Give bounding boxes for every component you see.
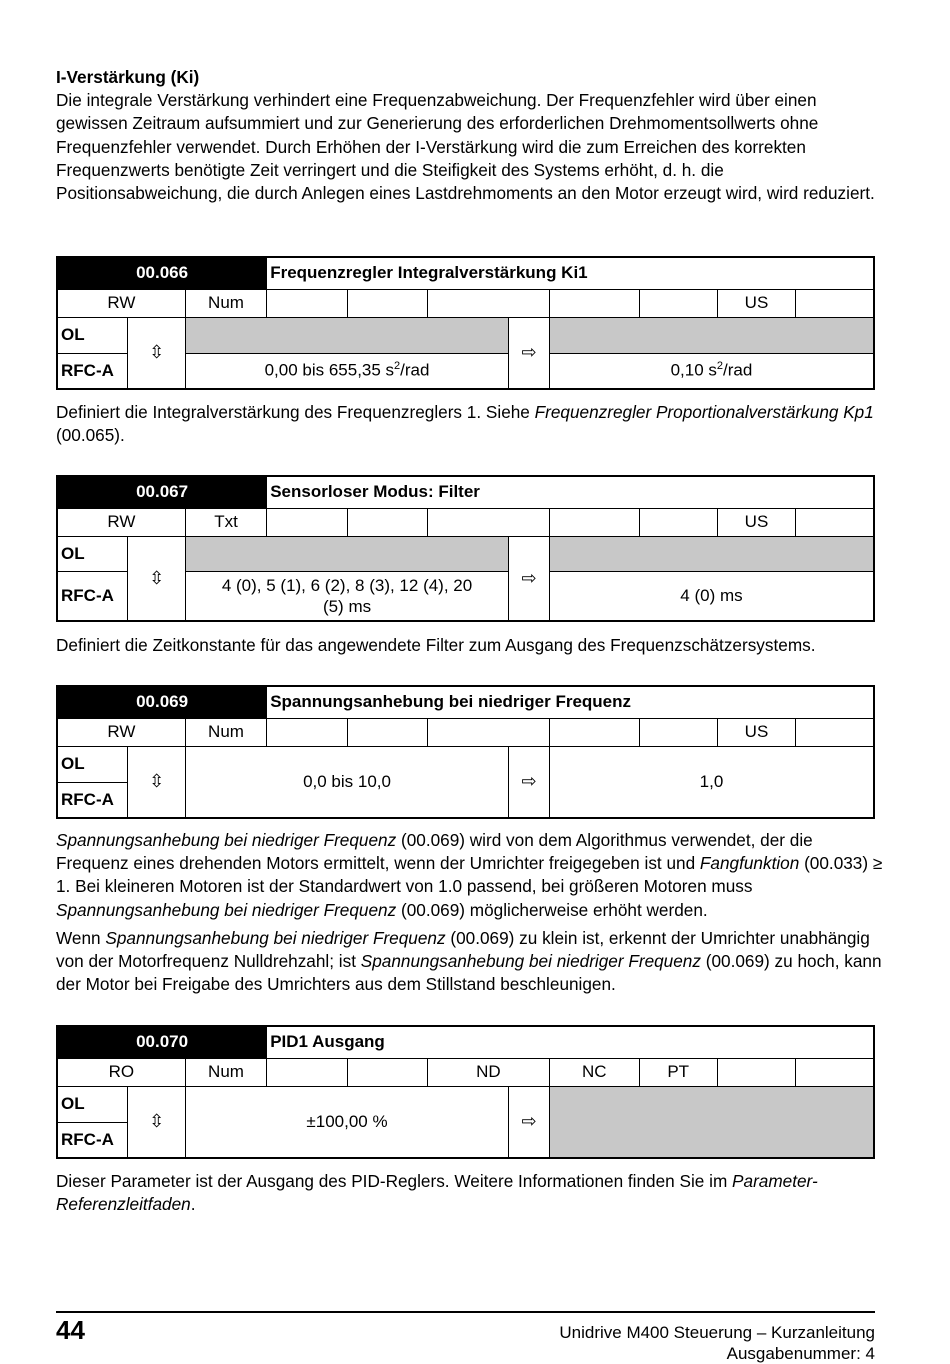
attr-cell [549, 289, 639, 317]
attr-cell [796, 289, 874, 317]
footer-divider [56, 1311, 875, 1313]
issue-number: Ausgabenummer: 4 [726, 1344, 875, 1363]
range-value: 0,00 bis 655,35 $s^2$/rad [185, 353, 508, 389]
page-number: 44 [56, 1315, 85, 1345]
mode-ol-label: OL [57, 536, 128, 571]
attr-cell [639, 718, 717, 746]
attr-cell [267, 508, 347, 536]
up-down-arrow-icon: ⇳ [128, 1086, 185, 1158]
mode-rfca-label: RFC-A [57, 782, 128, 818]
attr-cell: Num [185, 289, 266, 317]
footer-info [559, 1322, 875, 1364]
intro-section [56, 66, 886, 205]
param-name: Frequenzregler Integralverstärkung Ki1 [267, 257, 874, 289]
attr-cell [267, 718, 347, 746]
mode-ol-label: OL [57, 317, 128, 353]
param-id: 00.067 [57, 476, 267, 508]
attr-cell [427, 289, 549, 317]
param-id: 00.070 [57, 1026, 267, 1058]
attr-cell [267, 289, 347, 317]
up-down-arrow-icon: ⇳ [128, 536, 185, 621]
param-id: 00.069 [57, 686, 267, 718]
attr-cell [347, 289, 427, 317]
attr-cell: RW [57, 289, 185, 317]
param-name: Sensorloser Modus: Filter [267, 476, 874, 508]
mode-rfca-label: RFC-A [57, 571, 128, 621]
param-description: Definiert die Zeitkonstante für das angewendete Filter zum Ausgang des Frequenzschätzersystems. [56, 635, 816, 655]
default-value: 1,0 [549, 746, 874, 818]
attr-cell [347, 718, 427, 746]
up-down-arrow-icon: ⇳ [128, 317, 185, 389]
range-gray-cell [185, 536, 508, 571]
attr-cell [639, 289, 717, 317]
intro-text: Die integrale Verstärkung verhindert eine Frequenzabweichung. Der Frequenzfehler wird über einen gewissen Zeitraum aufsummiert und zur Generierung des erforderlichen Drehmomentsollwerts ohne Frequenzfehler verwendet. Durch Erhöhen der I-Verstärkung wird die zum Erreichen des korrekten Frequenzwerts benötigte Zeit verringert und die Steifigkeit des Systems erhöht, d. h. die Positionsabweichung, die durch Anlegen eines Lastdrehmoments an den Motor erzeugt wird, wird reduziert. [56, 90, 875, 204]
attr-cell: Num [185, 718, 266, 746]
section-heading: I-Verstärkung (Ki) [56, 67, 200, 87]
range-gray-cell [185, 317, 508, 353]
attr-cell [267, 1058, 347, 1086]
param-name: PID1 Ausgang [267, 1026, 874, 1058]
attr-cell: Txt [185, 508, 266, 536]
mode-rfca-label: RFC-A [57, 1122, 128, 1158]
document-title: Unidrive M400 Steuerung – Kurzanleitung [559, 1323, 875, 1342]
attr-cell: Num [185, 1058, 266, 1086]
attr-cell [549, 508, 639, 536]
attr-cell: US [717, 508, 795, 536]
range-value: 0,0 bis 10,0 [185, 746, 508, 818]
param-table-00-070 [56, 1025, 875, 1159]
default-gray-cell [549, 1086, 874, 1158]
attr-cell [347, 1058, 427, 1086]
param-description: Definiert die Integralverstärkung des Frequenzreglers 1. Siehe Frequenzregler Proportionalverstärkung Kp1 (00.065). [56, 402, 874, 446]
attr-cell [347, 508, 427, 536]
attr-cell: RW [57, 718, 185, 746]
param-description: Spannungsanhebung bei niedriger Frequenz (00.069) wird von dem Algorithmus verwendet, der die Frequenz eines drehenden Motors ermittelt, wenn der Umrichter freigegeben ist und Fangfunktion (00.033) ≥ 1. Bei kleineren Motoren ist der Standardwert von 1.0 passend, bei größeren Motoren muss Spannungsanhebung bei niedriger Frequenz (00.069) möglicherweise erhöht werden. [56, 830, 883, 920]
attr-cell [427, 508, 549, 536]
attr-cell [639, 508, 717, 536]
right-arrow-icon: ⇨ [509, 536, 550, 621]
right-arrow-icon: ⇨ [509, 1086, 550, 1158]
mode-ol-label: OL [57, 746, 128, 782]
param-table-00-067 [56, 475, 875, 622]
attr-cell: ND [427, 1058, 549, 1086]
attr-cell [427, 718, 549, 746]
param-id: 00.066 [57, 257, 267, 289]
attr-cell: PT [639, 1058, 717, 1086]
param-description: Dieser Parameter ist der Ausgang des PID-Reglers. Weitere Informationen finden Sie im Parameter-Referenzleitfaden. [56, 1171, 818, 1215]
param-description: Wenn Spannungsanhebung bei niedriger Frequenz (00.069) zu klein ist, erkennt der Umrichter unabhängig von der Motorfrequenz Nulldrehzahl; ist Spannungsanhebung bei niedriger Frequenz (00.069) zu hoch, kann der Motor bei Freigabe des Umrichters aus dem Stillstand beschleunigen. [56, 928, 882, 995]
up-down-arrow-icon: ⇳ [128, 746, 185, 818]
mode-ol-label: OL [57, 1086, 128, 1122]
attr-cell [796, 1058, 874, 1086]
default-gray-cell [549, 317, 874, 353]
range-value: ±100,00 % [185, 1086, 508, 1158]
right-arrow-icon: ⇨ [509, 317, 550, 389]
range-value: 4 (0), 5 (1), 6 (2), 8 (3), 12 (4), 20 (5) ms [185, 571, 508, 621]
attr-cell [717, 1058, 795, 1086]
attr-cell [796, 718, 874, 746]
attr-cell: RO [57, 1058, 185, 1086]
default-value: 0,10 $s^2$/rad [549, 353, 874, 389]
param-name: Spannungsanhebung bei niedriger Frequenz [267, 686, 874, 718]
attr-cell: NC [549, 1058, 639, 1086]
attr-cell [796, 508, 874, 536]
attr-cell [549, 718, 639, 746]
default-gray-cell [549, 536, 874, 571]
default-value: 4 (0) ms [549, 571, 874, 621]
param-table-00-069 [56, 685, 875, 819]
mode-rfca-label: RFC-A [57, 353, 128, 389]
attr-cell: US [717, 289, 795, 317]
attr-cell: US [717, 718, 795, 746]
param-table-00-066 [56, 256, 875, 390]
attr-cell: RW [57, 508, 185, 536]
right-arrow-icon: ⇨ [509, 746, 550, 818]
